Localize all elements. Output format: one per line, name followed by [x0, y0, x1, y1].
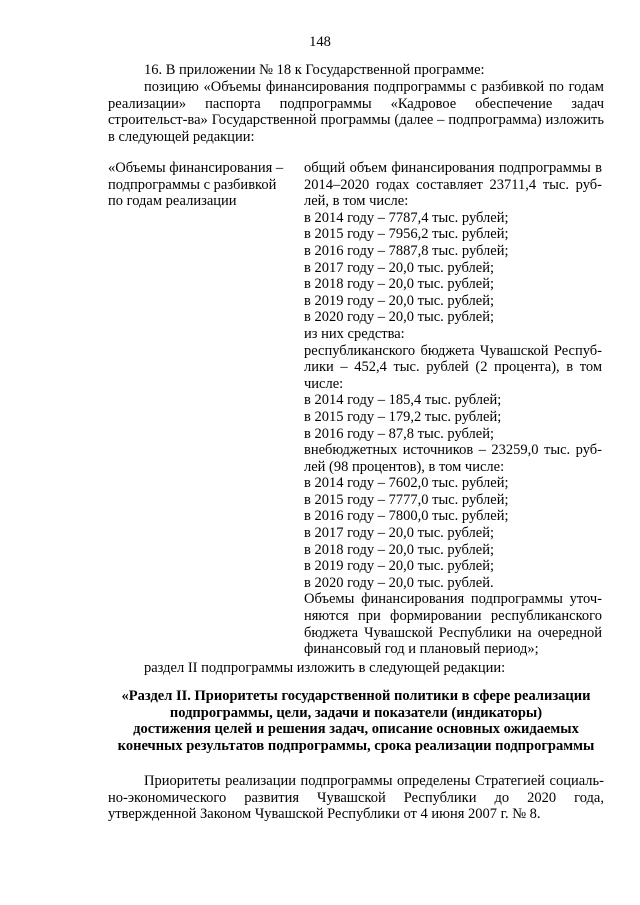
table-right-line: общий объем финансирования подпрограммы в [304, 160, 602, 176]
table-right-line: в 2015 году – 7956,2 тыс. рублей; [304, 226, 509, 243]
table-left-line: «Объемы финансирования – [108, 160, 284, 176]
table-right-line: лей, в том числе: [304, 193, 409, 210]
table-left-line: по годам реализации [108, 193, 237, 210]
table-right-line: в 2017 году – 20,0 тыс. рублей; [304, 525, 495, 542]
table-right-line: в 2019 году – 20,0 тыс. рублей; [304, 292, 495, 309]
table-right-line: в 2018 году – 20,0 тыс. рублей; [304, 276, 495, 293]
table-right-line: из них средства: [304, 325, 405, 342]
page-number: 148 [309, 34, 331, 50]
section-instruction: раздел II подпрограммы изложить в следующей редакции: [144, 660, 506, 676]
table-right-line: в 2020 году – 20,0 тыс. рублей. [304, 574, 494, 591]
table-left-line: подпрограммы с разбивкой [108, 176, 277, 193]
section-heading-line: подпрограммы, цели, задачи и показатели (индикаторы) [169, 704, 543, 721]
section-heading-line: достижения целей и решения задач, описание основных ожидаемых [133, 721, 579, 738]
section-heading [108, 688, 604, 754]
table-right-line: бюджета Чувашской Республики на очередной [304, 624, 602, 641]
table-right-line: 2014–2020 годах составляет 23711,4 тыс. руб- [304, 176, 602, 193]
table-right-line: республиканского бюджета Чувашской Респуб- [304, 342, 602, 359]
table-right-line: Объемы финансирования подпрограммы уточ- [304, 591, 602, 608]
table-right-line: финансовый год и плановый период»; [304, 641, 539, 658]
table-right-line: няются при формировании республиканского [304, 608, 602, 625]
table-right-line: лики – 452,4 тыс. рублей (2 процента), в том [304, 359, 602, 376]
table-right-line: в 2016 году – 87,8 тыс. рублей; [304, 425, 495, 442]
section-heading-line: конечных результатов подпрограммы, срока реализации подпрограммы [117, 737, 595, 754]
position-paragraph: позицию «Объемы финансирования подпрограммы с разбивкой по годам реализации» паспорта подпрограммы «Кадровое обеспечение задач строительст-ва» Государственной программы (далее – подпрограмма) изложить в следующей редакции: [108, 79, 604, 145]
table-right-line: в 2019 году – 20,0 тыс. рублей; [304, 558, 495, 575]
table-right-line: в 2017 году – 20,0 тыс. рублей; [304, 259, 495, 276]
table-left-column [108, 160, 298, 210]
table-right-line: в 2018 году – 20,0 тыс. рублей; [304, 541, 495, 558]
table-right-line: в 2015 году – 7777,0 тыс. рублей; [304, 491, 509, 508]
table-right-line: в 2014 году – 185,4 тыс. рублей; [304, 392, 502, 409]
table-right-line: внебюджетных источников – 23259,0 тыс. руб- [304, 442, 602, 459]
table-right-column [304, 160, 602, 658]
table-right-line: в 2015 году – 179,2 тыс. рублей; [304, 408, 502, 425]
table-right-line: в 2016 году – 7800,0 тыс. рублей; [304, 508, 509, 525]
table-right-line: в 2014 году – 7787,4 тыс. рублей; [304, 209, 509, 226]
intro-paragraph: 16. В приложении № 18 к Государственной программе: [144, 62, 485, 78]
table-right-line: в 2016 году – 7887,8 тыс. рублей; [304, 242, 509, 259]
table-right-line: в 2020 году – 20,0 тыс. рублей; [304, 309, 495, 326]
final-paragraph: Приоритеты реализации подпрограммы определены Стратегией социаль-но-экономического развития Чувашской Республики до 2020 года, утвержденной Законом Чувашской Республики от 4 июня 2007 г. № 8. [108, 773, 604, 823]
table-right-line: числе: [304, 375, 344, 392]
table-right-line: в 2014 году – 7602,0 тыс. рублей; [304, 475, 509, 492]
section-heading-line: «Раздел II. Приоритеты государственной политики в сфере реализации [121, 688, 591, 704]
table-right-line: лей (98 процентов), в том числе: [304, 458, 505, 475]
